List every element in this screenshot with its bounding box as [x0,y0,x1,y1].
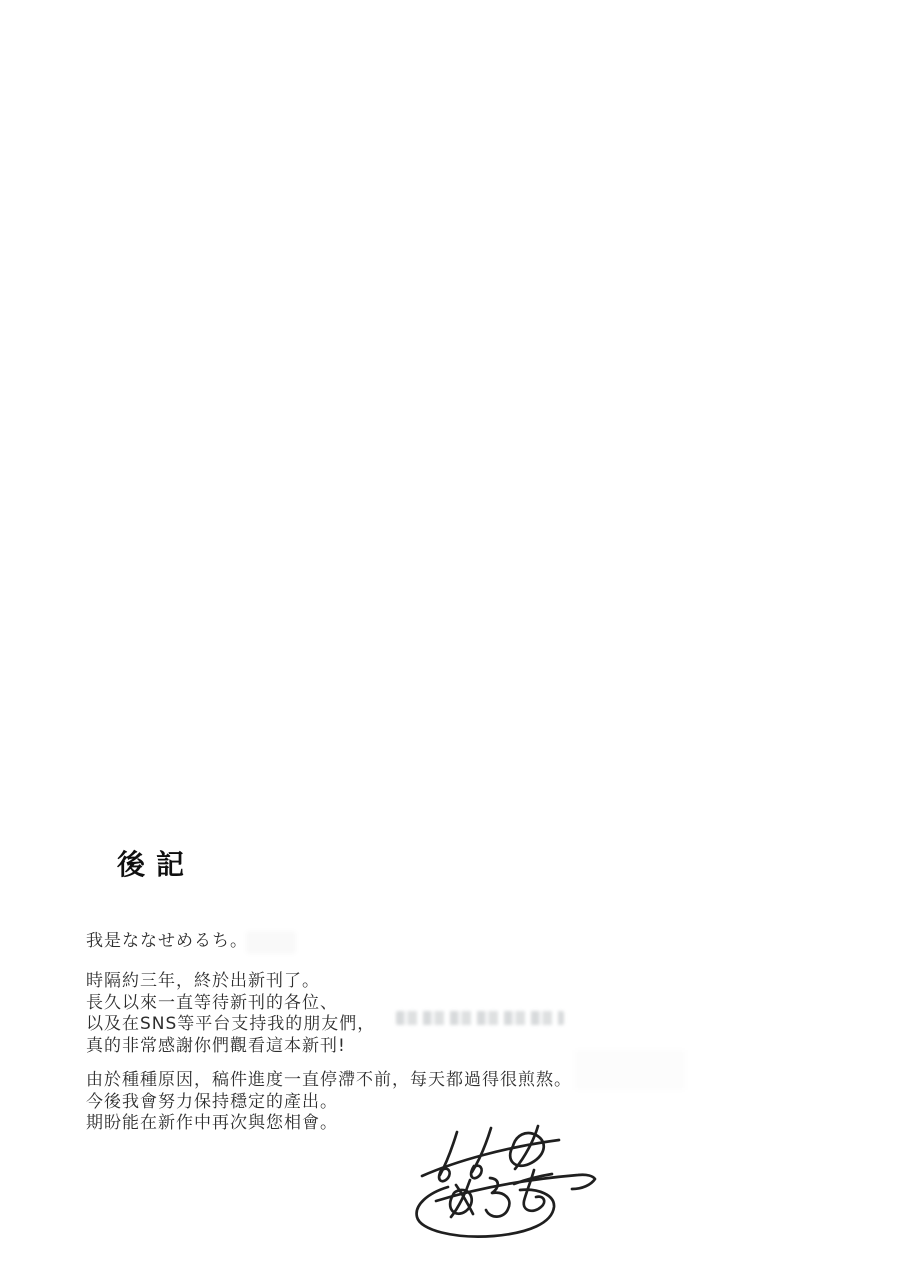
afterword-line: 由於種種原因，稿件進度一直停滯不前，每天都過得很煎熬。 [86,1070,572,1090]
erased-text-patch [246,931,296,954]
erased-text-patch [575,1050,685,1090]
artist-signature-handwriting [406,1119,606,1254]
afterword-line: 以及在SNS等平台支持我的朋友們， [86,1014,376,1034]
afterword-line: 我是ななせめるち。 [86,931,248,951]
afterword-heading: 後記 [117,848,196,881]
afterword-line: 今後我會努力保持穩定的產出。 [86,1091,338,1112]
erased-text-smudge [396,1011,564,1025]
afterword-paragraph-thanks [86,971,375,1057]
signature-stroke [436,1175,595,1201]
afterword-line: 期盼能在新作中再次與您相會。 [86,1113,338,1133]
afterword-line: 真的非常感謝你們觀看這本新刊! [86,1035,346,1056]
afterword-line: 長久以來一直等待新刊的各位、 [86,992,338,1013]
afterword-line: 時隔約三年，終於出新刊了。 [86,971,320,991]
afterword-paragraph-intro [86,931,248,953]
